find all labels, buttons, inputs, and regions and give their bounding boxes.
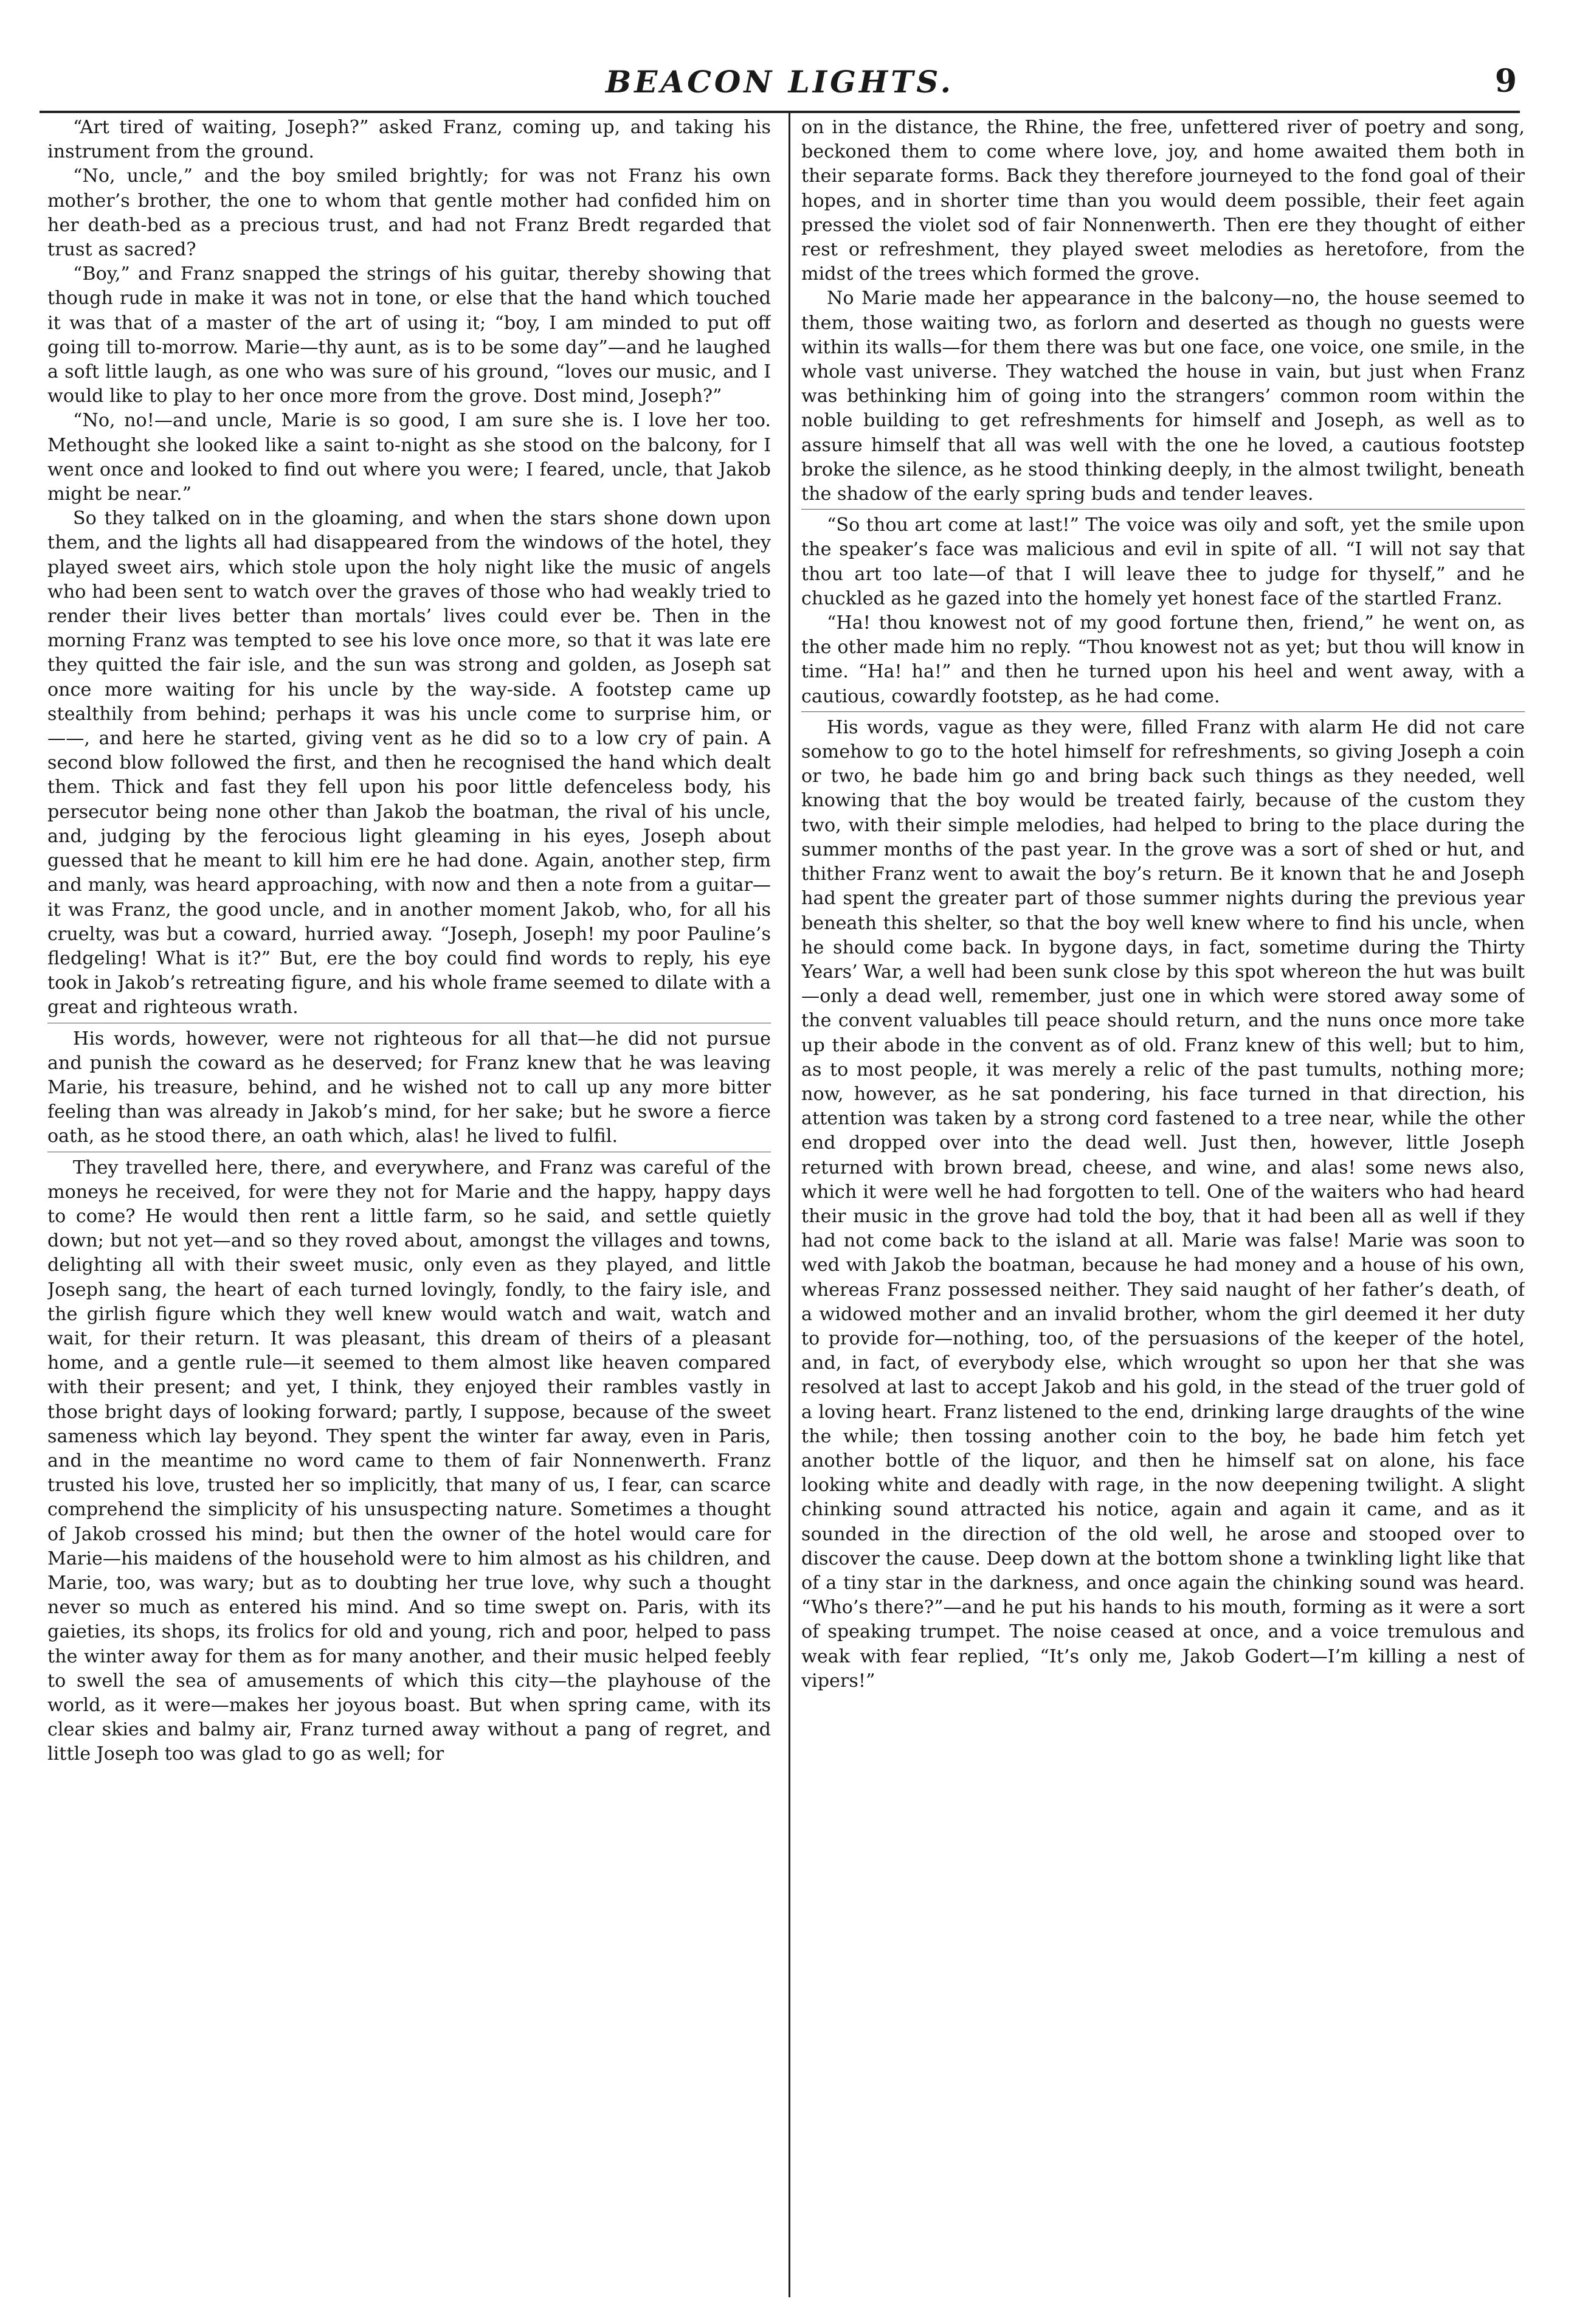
paragraph: “Boy,” and Franz snapped the strings of his guitar, thereby showing that though rude in make it was not in tone, or else that the hand which touched it was that of a master of the art of using it; “boy, I am minded to put off going till to-morrow. Marie—thy aunt, as is to be some day”—and he laughed a soft little laugh, as one who was sure of his ground, “loves our music, and I would like to play to her once more from the grove. Dost mind, Joseph?” [47,263,771,407]
paragraph: on in the distance, the Rhine, the free, unfettered river of poetry and song, beckoned them to come where love, joy, and home awaited them both in their separate forms. Back they therefore journeyed to the fond goal of their hopes, and in shorter time than you would deem possible, their feet again pressed the violet sod of fair Nonnenwerth. Then ere they thought of either rest or refreshment, they played sweet melodies as heretofore, from the midst of the trees which formed the grove. [801,117,1525,285]
page-number: 9 [1494,63,1517,100]
page-header [36,58,1523,112]
paragraph: “Art tired of waiting, Joseph?” asked Franz, coming up, and taking his instrument from the ground. [47,117,771,163]
paragraph: His words, vague as they were, filled Franz with alarm He did not care somehow to go to the hotel himself for refreshments, so giving Joseph a coin or two, he bade him go and bring back such things as they needed, well knowing that the boy would be treated fairly, because of the custom they two, with their simple melodies, had helped to bring to the place during the summer months of the past year. In the grove was a sort of shed or hut, and thither Franz went to await the boy’s return. Be it known that he and Joseph had spent the greater part of those summer nights during the previous year beneath this shelter, so that the boy well knew where to find his uncle, when he should come back. In bygone days, in fact, sometime during the Thirty Years’ War, a well had been sunk close by this spot whereon the hut was built—only a dead well, remember, just one in which were stored away some of the convent valuables till peace should return, and the nuns once more take up their abode in the convent as of old. Franz knew of this well; but to him, as to most people, it was merely a relic of the past tumults, nothing more; now, however, as he sat pondering, his face turned in that direction, his attention was taken by a strong cord fastened to a tree near, while the other end dropped over into the dead well. Just then, however, little Joseph returned with brown bread, cheese, and wine, and alas! some news also, which it were well he had forgotten to tell. One of the waiters who had heard their music in the grove had told the boy, that it had been all as well if they had not come back to the island at all. Marie was false! Marie was soon to wed with Jakob the boatman, because he had money and a house of his own, whereas Franz possessed neither. They said naught of her father’s death, of a widowed mother and an invalid brother, whom the girl deemed it her duty to provide for—nothing, too, of the persuasions of the keeper of the hotel, and, in fact, of everybody else, which wrought so upon her that she was resolved at last to accept Jakob and his gold, in the stead of the truer gold of a loving heart. Franz listened to the end, drinking large draughts of the wine the while; then tossing another coin to the boy, he bade him fetch yet another bottle of the liquor, and then he himself sat on alone, his face looking white and deadly with rage, in the now deepening twilight. A slight chinking sound attracted his notice, again and again it came, and as it sounded in the direction of the old well, he arose and stooped over to discover the cause. Deep down at the bottom shone a twinkling light like that of a tiny star in the darkness, and once again the chinking sound was heard. “Who’s there?”—and he put his hands to his mouth, forming as it were a sort of speaking trumpet. The noise ceased at once, and a voice tremulous and weak with fear replied, “It’s only me, Jakob Godert—I’m killing a nest of vipers!” [801,716,1525,1692]
paragraph: No Marie made her appearance in the balcony—no, the house seemed to them, those waiting two, as forlorn and deserted as though no guests were within its walls—for them there was but one face, one voice, one smile, in the whole vast universe. They watched the house in vain, but just when Franz was bethinking him of going into the strangers’ common room within the noble building to get refreshments for himself and Joseph, as well as to assure himself that all was well with the one he loved, a cautious footstep broke the silence, as he stood thinking deeply, in the almost twilight, beneath the shadow of the early spring buds and tender leaves. [801,288,1525,505]
column-divider [789,113,790,2297]
paragraph: His words, however, were not righteous for all that—he did not pursue and punish the coward as he deserved; for Franz knew that he was leaving Marie, his treasure, behind, and he wished not to call up any more bitter feeling than was already in Jakob’s mind, for her sake; but he swore a fierce oath, as he stood there, an oath which, alas! he lived to fulfil. [47,1028,771,1147]
paragraph: “No, no!—and uncle, Marie is so good, I am sure she is. I love her too. Methought she looked like a saint to-night as she stood on the balcony, for I went once and looked to find out where you were; I feared, uncle, that Jakob might be near.” [47,410,771,505]
running-head: BEACON LIGHTS. [605,64,954,100]
paragraph: So they talked on in the gloaming, and when the stars shone down upon them, and the lights all had disappeared from the windows of the hotel, they played sweet airs, which stole upon the holy night like the music of angels who had been sent to watch over the graves of those who had weakly tried to render their lives better than mortals’ lives could ever be. Then in the morning Franz was tempted to see his love once more, so that it was late ere they quitted the fair isle, and the sun was strong and golden, as Joseph sat once more waiting for his uncle by the way-side. A footstep came up stealthily from behind; perhaps it was his uncle come to surprise him, or ——, and here he started, giving vent as he did so to a low cry of pain. A second blow followed the first, and then he recognised the hand which dealt them. Thick and fast they fell upon his poor little defenceless body, his persecutor being none other than Jakob the boatman, the rival of his uncle, and, judging by the ferocious light gleaming in his eyes, Joseph about guessed that he meant to kill him ere he had done. Again, another step, firm and manly, was heard approaching, with now and then a note from a guitar—it was Franz, the good uncle, and in another moment Jakob, who, for all his cruelty, was but a coward, hurried away. “Joseph, Joseph! my poor Pauline’s fledgeling! What is it?” But, ere the boy could find words to reply, his eye took in Jakob’s retreating figure, and his whole frame seemed to dilate with a great and righteous wrath. [47,508,771,1018]
header-rule [40,111,1520,113]
paragraph: “So thou art come at last!” The voice was oily and soft, yet the smile upon the speaker’s face was malicious and evil in spite of all. “I will not say that thou art too late—of that I will leave thee to judge for thyself,” and he chuckled as he gazed into the homely yet honest face of the startled Franz. [801,514,1525,609]
paragraph-separator [801,711,1525,712]
paragraph: They travelled here, there, and everywhere, and Franz was careful of the moneys he received, for were they not for Marie and the happy, happy days to come? He would then rent a little farm, so he said, and settle quietly down; but not yet—and so they roved about, amongst the villages and towns, delighting all with their sweet music, only even as they played, and little Joseph sang, the heart of each turned lovingly, fondly, to the fairy isle, and the girlish figure which they well knew would watch and wait, watch and wait, for their return. It was pleasant, this dream of theirs of a pleasant home, and a gentle rule—it seemed to them almost like heaven compared with their present; and yet, I think, they enjoyed their rambles vastly in those bright days of looking forward; partly, I suppose, because of the sweet sameness which lay beyond. They spent the winter far away, even in Paris, and in the meantime no word came to them of fair Nonnenwerth. Franz trusted his love, trusted her so implicitly, that many of us, I fear, can scarce comprehend the simplicity of his unsuspecting nature. Sometimes a thought of Jakob crossed his mind; but then the owner of the hotel would care for Marie—his maidens of the household were to him almost as his children, and Marie, too, was wary; but as to doubting her true love, why such a thought never so much as entered his mind. And so time swept on. Paris, with its gaieties, its shops, its frolics for old and young, rich and poor, helped to pass the winter away for them as for many another, and their music helped feebly to swell the sea of amusements of which this city—the playhouse of the world, as it were—makes her joyous boast. But when spring came, with its clear skies and balmy air, Franz turned away without a pang of regret, and little Joseph too was glad to go as well; for [47,1157,771,1765]
paragraph: “No, uncle,” and the boy smiled brightly; for was not Franz his own mother’s brother, the one to whom that gentle mother had confided him on her death-bed as a precious trust, and had not Franz Bredt regarded that trust as sacred? [47,165,771,261]
paragraph-separator [801,509,1525,510]
paragraph: “Ha! thou knowest not of my good fortune then, friend,” he went on, as the other made him no reply. “Thou knowest not as yet; but thou will know in time. “Ha! ha!” and then he turned upon his heel and went away, with a cautious, cowardly footstep, as he had come. [801,612,1525,707]
left-column [47,116,771,2280]
right-column [801,116,1525,2280]
